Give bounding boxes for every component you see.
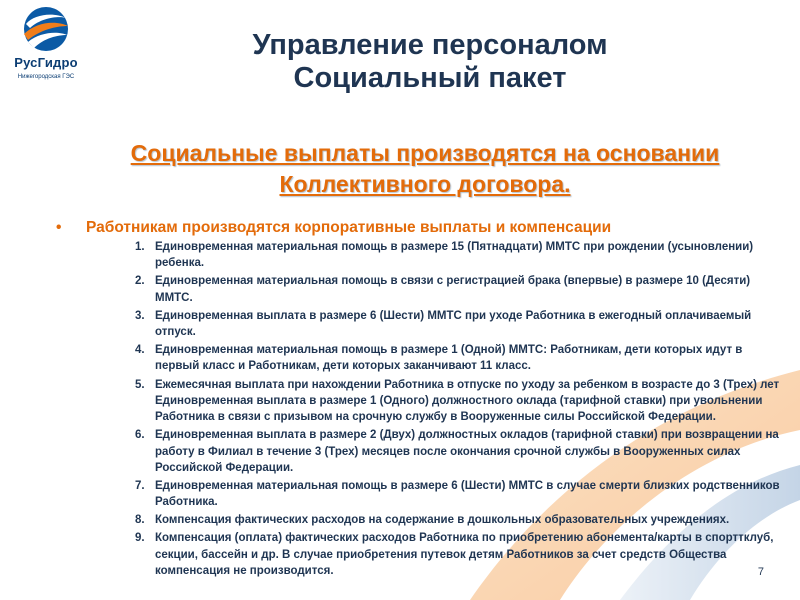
list-item-text: Единовременная выплата в размере 6 (Шести) ММТС при уходе Работника в ежегодный оплачиваемый отпуск.: [155, 309, 752, 339]
rushydro-emblem-icon: [20, 4, 72, 54]
list-item-number: 1.: [135, 241, 145, 253]
subtitle-line-2: Коллективного договора.: [279, 171, 571, 197]
title-line-2: Социальный пакет: [293, 62, 567, 94]
list-item-text: Ежемесячная выплата при нахождении Работника в отпуске по уходу за ребенком в возрасте до 3 (Трех) лет Единовременная выплата в размере 1 (Одного) должностного оклада (тарифной ставки) при увольнении Работника в связи с призывом на срочную службу в Вооруженные силы Российской Федерации.: [155, 378, 780, 424]
page-number: 7: [757, 566, 764, 578]
list-item-number: 4.: [135, 344, 145, 357]
logo-name: РусГидро: [14, 55, 78, 70]
list-item-number: 9.: [135, 532, 145, 545]
list-item-text: Компенсация фактических расходов на содержание в дошкольных образовательных учреждениях.: [155, 514, 730, 527]
list-item: [125, 273, 785, 306]
logo-subtitle: Нижегородская ГЭС: [17, 74, 75, 80]
list-item: [125, 530, 785, 579]
list-item-number: 3.: [135, 309, 145, 322]
subtitle-line-1: Социальные выплаты производятся на основании: [130, 140, 720, 166]
bullet-icon: •: [56, 219, 62, 236]
list-item: [125, 239, 785, 272]
benefits-list: [125, 239, 785, 581]
list-item: [125, 427, 785, 476]
list-item-number: 2.: [135, 275, 145, 288]
slide-title: [150, 29, 710, 95]
list-item-number: 6.: [135, 429, 145, 442]
list-item: [125, 478, 785, 511]
list-item: [125, 308, 785, 341]
list-item: [125, 512, 785, 528]
list-item-text: Единовременная материальная помощь в размере 1 (Одной) ММТС: Работникам, дети которых идут в первый класс и Работникам, дети которых заканчивают 11 класс.: [155, 344, 743, 373]
list-item-text: Компенсация (оплата) фактических расходов Работника по приобретению абонемента/карты в спорттклуб, секции, бассейн и др. В случае приобретения путевок детям Работников за счет средств Общества компенсация не производится.: [155, 532, 774, 578]
list-item: [125, 377, 785, 426]
bullet-heading-text: Работникам производятся корпоративные выплаты и компенсации: [86, 219, 612, 236]
list-item: [125, 342, 785, 375]
list-item-text: Единовременная материальная помощь в размере 6 (Шести) ММТС в случае смерти близких родственников Работника.: [155, 479, 780, 509]
list-item-number: 7.: [135, 479, 145, 492]
list-item-text: Единовременная материальная помощь в связи с регистрацией брака (впервые) в размере 10 (Десяти) ММТС.: [155, 275, 751, 304]
list-item-text: Единовременная выплата в размере 2 (Двух) должностных окладов (тарифной ставки) при возвращении на работу в Филиал в течение 3 (Трех) месяцев после окончания срочной службы в Вооруженных силах Российской Федерации.: [155, 429, 779, 474]
rushydro-logo: [6, 4, 98, 84]
list-item-text: Единовременная материальная помощь в размере 15 (Пятнадцати) ММТС при рождении (усыновлении) ребенка.: [155, 241, 754, 270]
bullet-heading: [56, 219, 786, 237]
title-line-1: Управление персоналом: [252, 29, 608, 61]
slide-subtitle: [60, 138, 790, 200]
list-item-number: 8.: [135, 514, 145, 527]
list-item-number: 5.: [135, 378, 145, 391]
